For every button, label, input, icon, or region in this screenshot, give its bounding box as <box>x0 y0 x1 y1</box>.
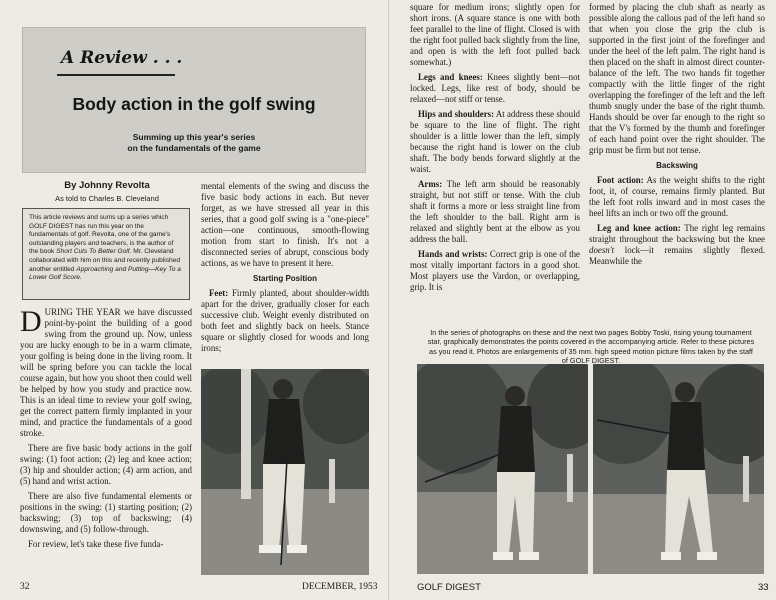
paragraph-body-actions: There are five basic body actions in the golf swing: (1) foot action; (2) leg and knee action; (3) hip and shoulder action; (4) arm action, and (5) hand and wrist action. <box>20 443 192 486</box>
subhead-line-1: Summing up this year's series <box>132 132 256 142</box>
paragraph-arms: Arms: The left arm should be reasonably straight, but not stiff or tense. With the club shaft it forms a more or less straight line from the left shoulder to the ball. Right arm is relaxed and slightly bent at the elbow as you address the ball. <box>410 179 580 244</box>
paragraph-continuation: mental elements of the swing and discuss the five basic body actions in each. But never forget, as we have stressed all year in this series, that a good golf swing is a "one-piece" action—one continuous, smooth-flowing motion from start to finish. It's not a disconnected series of abrupt, conscious body actions, as we have to present it here. <box>201 181 369 268</box>
drop-cap: D <box>20 307 42 338</box>
paragraph-hips-shoulders: Hips and shoulders: At address these should be square to the line of flight. The right shoulder is a little lower than the left, simply because the right hand is lower on the club shaft. The body bends forward slightly at the waist. <box>410 109 580 174</box>
golf-photo-3 <box>593 364 764 574</box>
article-column-4 <box>589 2 765 320</box>
editor-note-box <box>22 208 190 300</box>
magazine-name: GOLF DIGEST <box>417 582 481 593</box>
paragraph-hands-wrists: Hands and wrists: Correct grip is one of the most vitally important factors in a good shot. Most players use the Vardon, or overlapping, grip. It is <box>410 249 580 292</box>
title-block <box>22 27 366 173</box>
page-number-right: 33 <box>758 582 769 593</box>
paragraph-foot-action: Foot action: As the weight shifts to the right foot, it, of course, remains firmly planted. But the left foot rolls inward and in most cases the heel lifts an inch or two off the ground. <box>589 175 765 218</box>
article-column-1 <box>20 307 192 577</box>
paragraph-feet: Feet: Firmly planted, about shoulder-width apart for the driver, gradually closer for each successive club. Weight evenly distributed on both feet and slightly back on heels. Stance square or slightly closed for woods and long irons; <box>201 288 369 353</box>
paragraph-legs-knees: Legs and knees: Knees slightly bent—not locked. Legs, like rest of body, should be relaxed—not stiff or tense. <box>410 72 580 104</box>
paragraph-fundamentals: There are also five fundamental elements or positions in the swing: (1) starting position; (2) backswing; (3) top of backswing; (4) downswing, and (5) follow-through. <box>20 491 192 534</box>
headline: Body action in the golf swing <box>72 94 316 114</box>
subhead-line-2: on the fundamentals of the game <box>127 143 261 153</box>
author: By Johnny Revolta <box>64 180 150 191</box>
article-column-2 <box>201 181 369 361</box>
paragraph-review: For review, let's take these five funda- <box>28 539 164 549</box>
right-page <box>389 0 776 600</box>
section-backswing: Backswing <box>656 161 698 170</box>
issue-date: DECEMBER, 1953 <box>302 582 378 592</box>
paragraph-intro: DURING THE YEAR we have discussed point-by-point the building of a good swing from the ground up. Now, unless you are lucky enough to be in a warm climate, your golfing is being done in the living room. It will be spring before you can tackle the local course again, but how you shoot then could well be helped by how you study and practice now. This is an ideal time to review your golf swing, get the correct pattern firmly implanted in your mind, and practice the fundamentals of a good stroke. <box>20 307 192 438</box>
paragraph-leg-knee-action: Leg and knee action: The right leg remains straight throughout the backswing but the knee doesn't lock—it remains slightly flexed. Meanwhile the <box>589 223 765 266</box>
photo-caption: In the series of photographs on these and the next two pages Bobby Toski, rising young tournament star, graphically demonstrates the points covered in the accompanying article. Refer to these pictures as you read it. Photos are enlargements of 35 mm. high speed motion picture films taken by the staff of GOLF DIGEST. <box>427 328 755 366</box>
kicker: A Review . . . <box>61 48 183 68</box>
golf-photo-2 <box>417 364 588 574</box>
section-starting-position: Starting Position <box>253 274 317 283</box>
page-number-left: 32 <box>20 582 30 592</box>
paragraph-grip: formed by placing the club shaft as nearly as possible along the callous pad of the left hand so that when you close the grip the club is supported in the first joint of the forefinger and under the heel of the left palm. The right hand is then placed on the shaft in almost direct counter-balance of the left. The two hands fit together compactly with the little finger of the right overlapping the forefinger of the left and the left thumb snugly under the base of the right thumb. Hands should be over far enough to the right so that the V's formed by the thumb and forefinger of each hand point over the right shoulder. The grip must be firm but not tense. <box>589 2 765 155</box>
article-column-3 <box>410 2 580 320</box>
byline <box>22 180 192 203</box>
kicker-underline <box>57 74 175 76</box>
author-credit: As told to Charles B. Cleveland <box>55 194 159 203</box>
subhead <box>23 132 365 154</box>
paragraph-stance: square for medium irons; slightly open for short irons. (A square stance is one with both feet parallel to the line of flight. Closed is with the right foot pulled back slightly from the line, and open is with the left foot pulled back somewhat.) <box>410 2 580 67</box>
golf-photo-1 <box>201 369 369 575</box>
editor-note: This article reviews and sums up a series which GOLF DIGEST has run this year on the fundamentals of golf. Revolta, one of the game's outstanding players and teachers, is the author of the book Short Cuts To Better Golf. Mr. Cleveland collaborated with him on this and recently published another entitled Approaching and Putting—Key To a Lower Golf Score. <box>29 214 181 282</box>
